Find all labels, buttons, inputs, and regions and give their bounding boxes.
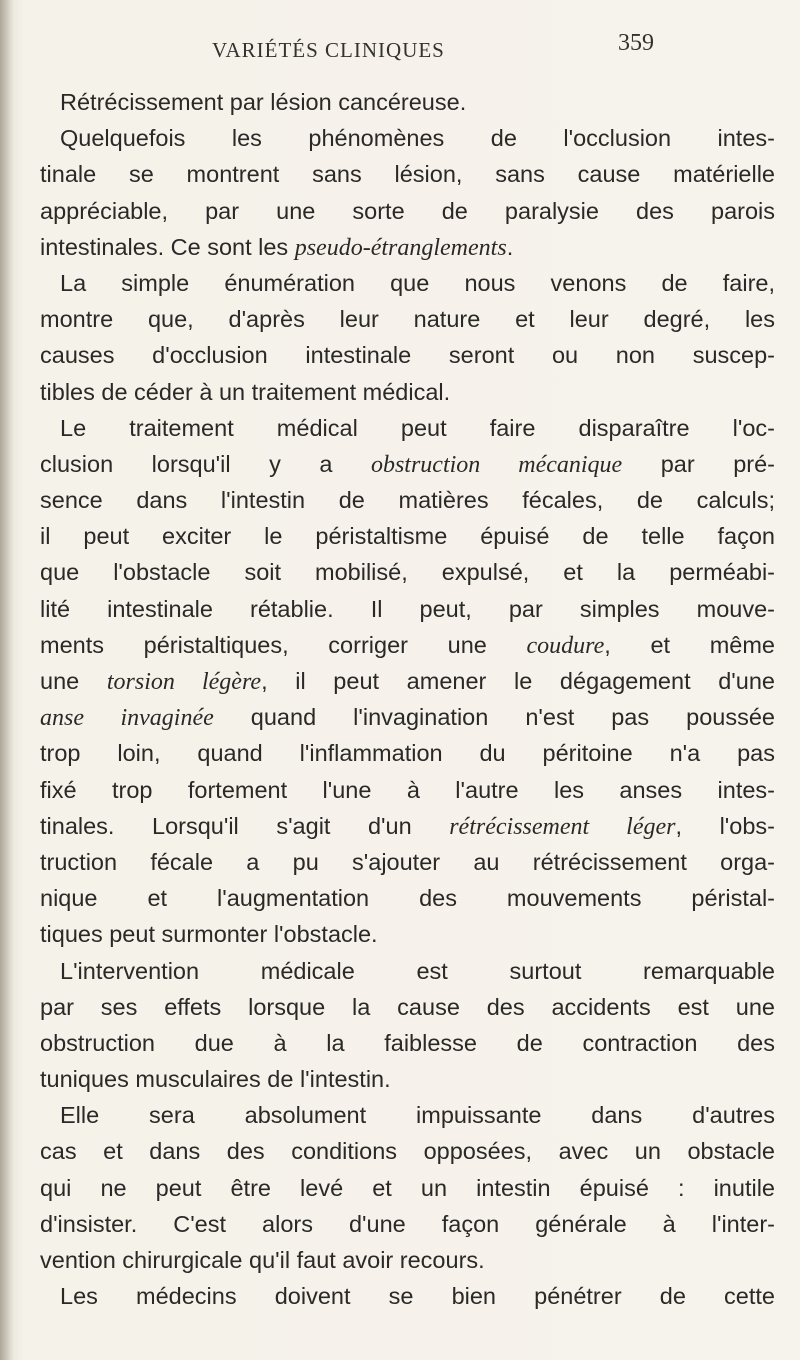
text-segment: , il peut amener le dégagement d'une: [261, 668, 775, 694]
body-text: [40, 84, 775, 1314]
text-line: [40, 699, 775, 735]
italic-term: torsion légère: [106, 669, 262, 695]
text-segment: truction fécale a pu s'ajouter au rétrécissement orga-: [40, 848, 775, 875]
text-segment: tinale se montrent sans lésion, sans cause matérielle: [40, 161, 775, 188]
page-gutter-shadow: [0, 0, 14, 1360]
text-line: [40, 410, 775, 446]
text-line: [40, 229, 775, 265]
text-segment: fixé trop fortement l'une à l'autre les anses intes-: [40, 776, 775, 803]
text-segment: intestinales. Ce sont les: [40, 233, 295, 260]
text-segment: appréciable, par une sorte de paralysie des parois: [40, 197, 775, 224]
text-segment: cas et dans des conditions opposées, avec un obstacle: [40, 1138, 775, 1165]
text-segment: Rétrécissement par lésion cancéreuse.: [60, 89, 467, 115]
text-line: [40, 337, 775, 373]
text-line: [40, 808, 775, 844]
italic-term: coudure: [526, 632, 605, 659]
text-line: [40, 663, 775, 699]
text-segment: sence dans l'intestin de matières fécales, de calculs;: [40, 487, 775, 514]
text-line: [40, 989, 775, 1025]
text-line: [40, 156, 775, 192]
text-line: [40, 844, 775, 880]
text-line: [40, 1133, 775, 1169]
text-line: [40, 193, 775, 229]
text-line: [40, 1061, 775, 1097]
text-line: [40, 880, 775, 916]
text-segment: .: [506, 233, 514, 260]
italic-term: obstruction mécanique: [370, 451, 623, 478]
text-segment: Elle sera absolument impuissante dans d'autres: [60, 1102, 775, 1129]
italic-term: anse invaginée: [40, 705, 214, 732]
text-segment: clusion lorsqu'il y a: [40, 450, 371, 477]
text-segment: causes d'occlusion intestinale seront ou non suscep-: [40, 342, 775, 369]
text-line: [40, 1025, 775, 1061]
italic-term: pseudo-étranglements: [294, 234, 507, 261]
running-title: VARIÉTÉS CLINIQUES: [212, 38, 445, 62]
text-segment: , et même: [604, 631, 776, 658]
text-segment: une: [40, 668, 107, 694]
text-segment: par pré-: [622, 450, 775, 477]
text-line: [40, 265, 775, 301]
text-line: [40, 953, 775, 989]
text-segment: tinales. Lorsqu'il s'agit d'un: [40, 812, 450, 839]
text-line: [40, 916, 775, 952]
text-segment: qui ne peut être levé et un intestin épuisé : inutile: [40, 1174, 775, 1201]
text-line: [40, 735, 775, 771]
text-segment: ments péristaltiques, corriger une: [40, 631, 527, 658]
text-segment: tibles de céder à un traitement médical.: [40, 378, 451, 405]
text-line: [40, 1242, 775, 1278]
text-line: [40, 374, 775, 410]
text-line: [40, 301, 775, 337]
text-segment: montre que, d'après leur nature et leur degré, les: [40, 306, 775, 333]
text-segment: lité intestinale rétablie. Il peut, par simples mouve-: [40, 595, 775, 622]
text-segment: Le traitement médical peut faire disparaître l'oc-: [60, 414, 775, 441]
text-segment: , l'obs-: [675, 812, 775, 839]
text-line: [40, 482, 775, 518]
text-segment: trop loin, quand l'inflammation du péritoine n'a pas: [40, 740, 775, 767]
text-line: [40, 772, 775, 808]
text-segment: tiques peut surmonter l'obstacle.: [40, 921, 378, 948]
text-segment: par ses effets lorsque la cause des accidents est une: [40, 993, 775, 1020]
text-segment: obstruction due à la faiblesse de contraction des: [40, 1029, 775, 1056]
text-segment: nique et l'augmentation des mouvements péristal-: [40, 885, 775, 912]
text-segment: d'insister. C'est alors d'une façon générale à l'inter-: [40, 1210, 775, 1237]
text-segment: il peut exciter le péristaltisme épuisé de telle façon: [40, 523, 775, 550]
text-line: [40, 1097, 775, 1133]
text-segment: quand l'invagination n'est pas poussée: [213, 704, 775, 731]
text-line: [40, 84, 775, 120]
text-line: [40, 1206, 775, 1242]
text-line: [40, 518, 775, 554]
italic-term: rétrécissement léger: [449, 813, 676, 840]
text-segment: La simple énumération que nous venons de faire,: [60, 269, 775, 296]
text-segment: que l'obstacle soit mobilisé, expulsé, et la perméabi-: [40, 559, 775, 586]
text-segment: L'intervention médicale est surtout remarquable: [60, 957, 775, 984]
text-line: [40, 1278, 775, 1314]
text-segment: tuniques musculaires de l'intestin.: [40, 1066, 391, 1093]
text-line: [40, 554, 775, 590]
text-line: [40, 591, 775, 627]
running-head: [200, 30, 760, 66]
text-segment: Les médecins doivent se bien pénétrer de cette: [60, 1283, 775, 1310]
text-line: [40, 446, 775, 482]
page-number: 359: [618, 30, 654, 56]
text-line: [40, 1170, 775, 1206]
text-line: [40, 120, 775, 156]
text-segment: vention chirurgicale qu'il faut avoir recours.: [40, 1247, 485, 1273]
text-segment: Quelquefois les phénomènes de l'occlusion intes-: [60, 125, 775, 152]
text-line: [40, 627, 775, 663]
